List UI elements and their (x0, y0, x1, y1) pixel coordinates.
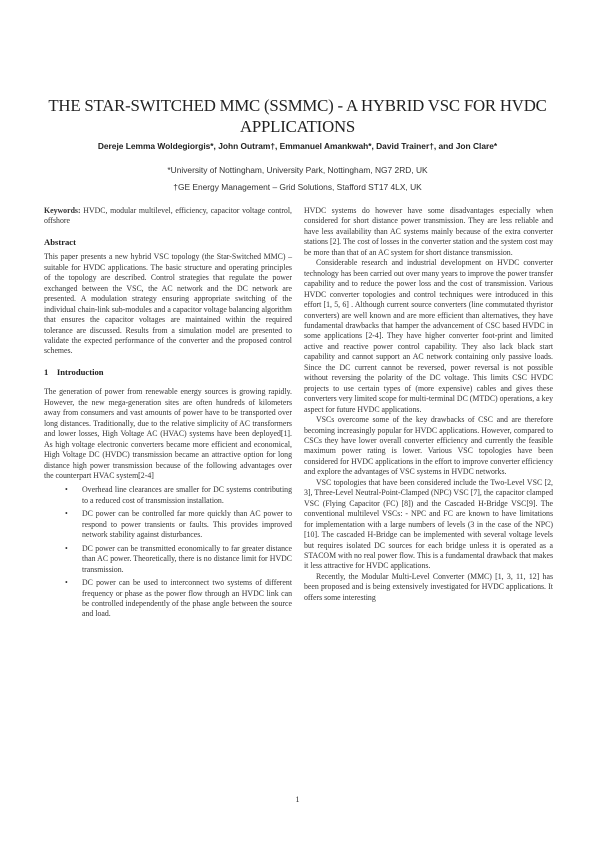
intro-paragraph-1: The generation of power from renewable energy sources is growing rapidly. However, the new mega-generation sites are often hundreds of kilometers away from consumers and vast amounts of power have to be transported over long distances. Traditionally, due to the relative simplicity of AC transformers and lower losses, High Voltage AC (HVAC) systems have been deployed[1]. As high voltage electronic converters became more efficient and economical, High Voltage DC (HVDC) transmission became an attractive option for long distance high power transmission because of the following advantages over the counterpart HVAC system[2-4] (44, 387, 292, 480)
list-item (44, 578, 292, 620)
abstract-text: This paper presents a new hybrid VSC topology (the Star-Switched MMC) – suitable for HVDC applications. The basic structure and operating principles of the topology are described. Control strategies that regulate the power exchanged between the VSC, the AC network and the DC network are presented. A modulation strategy ensuring appropriate switching of the individual chain-link sub-modules and a capacitor voltage balancing algorithm that ensures the capacitor voltages are maintained within the required tolerance are discussed. Results from a simulation model are presented to validate the expected performance of the converter and the proposed control schemes. (44, 252, 292, 356)
list-item-text: DC power can be transmitted economically to far greater distance than AC power. Theoretically, there is no distance limit for HVDC transmission. (82, 543, 292, 574)
right-paragraph-1: HVDC systems do however have some disadvantages especially when considered for short distance power transmission. They are less reliable and have less availability than AC systems mainly because of the extra converter stations [2]. The cost of losses in the converter station and the system cost may be more than that of an AC system for short distance transmission. (304, 206, 553, 257)
list-item (44, 509, 292, 540)
right-paragraph-2: Considerable research and industrial development on HVDC converter technology has been carried out over many years to improve the power transfer capability and to reduce the power loss and the cost of transmission. Various HVDC converter topologies and control techniques were introduced in this effort [1, 5, 6] . Although current source converters (line commutated thyristor converters) are well known and are more efficient than alternatives, they have fundamental drawbacks that hamper the advancement of CSC based HVDC in some applications [2-4]. They have higher converter foot-print and limited active and reactive power control capability. They also lack black start capability and cannot support an AC network containing only passive loads. Since the DC current cannot be reversed, power reversal is not possible without reversing the polarity of the DC voltage. This limits CSC HVDC projects to use certain types of (more expensive) cables and gives these converters very limited scope for multi-terminal DC (MTDC) operations, a key aspect for future HVDC applications. (304, 258, 553, 414)
left-column (44, 206, 292, 623)
keywords-paragraph (44, 206, 292, 227)
bullet-icon: • (65, 509, 68, 519)
right-paragraph-5: Recently, the Modular Multi-Level Converter (MMC) [1, 3, 11, 12] has been proposed and is being extensively investigated for HVDC applications. It offers some interesting (304, 571, 553, 602)
affiliation-nottingham: *University of Nottingham, University Park, Nottingham, NG7 2RD, UK (167, 165, 428, 175)
keywords-text: HVDC, modular multilevel, efficiency, capacitor voltage control, offshore (44, 206, 292, 226)
list-item-text: DC power can be controlled far more quickly than AC power to respond to power transients or faults. This provides improved network stability against disturbances. (82, 509, 292, 540)
advantages-list (44, 485, 292, 619)
bullet-icon: • (65, 485, 68, 495)
abstract-heading: Abstract (44, 236, 76, 247)
page-number: 1 (295, 795, 300, 804)
list-item-text: DC power can be used to interconnect two systems of different frequency or phase as the power flow through an HVDC link can be controlled independently of the phase angle between the source and load. (82, 578, 292, 619)
keywords-label: Keywords: (44, 206, 81, 215)
introduction-heading: 1 Introduction (44, 366, 104, 377)
list-item (44, 485, 292, 506)
affiliation-ge: †GE Energy Management – Grid Solutions, Stafford ST17 4LX, UK (173, 182, 422, 192)
bullet-icon: • (65, 578, 68, 588)
right-column (304, 206, 553, 603)
paper-title: THE STAR-SWITCHED MMC (SSMMC) - A HYBRID VSC FOR HVDC APPLICATIONS (48, 96, 547, 136)
bullet-icon: • (65, 543, 68, 553)
right-paragraph-3: VSCs overcome some of the key drawbacks of CSC and are therefore becoming increasingly popular for HVDC applications. However, compared to CSCs they have lower overall converter efficiency and currently the feasible maximum power rating is lower. Various VSC topologies have been considered for HVDC applications in the effort to improve converter efficiency and explore the advantages of VSC systems in HVDC networks. (304, 415, 553, 477)
list-item-text: Overhead line clearances are smaller for DC systems contributing to a reduced cost of transmission installation. (82, 485, 292, 505)
list-item (44, 544, 292, 575)
author-list: Dereje Lemma Woldegiorgis*, John Outram†, Emmanuel Amankwah*, David Trainer†, and Jon Clare* (97, 141, 498, 151)
right-paragraph-4: VSC topologies that have been considered include the Two-Level VSC [2, 3], Three-Level Neutral-Point-Clamped (NPC) VSC [7], the capacitor clamped VSC (Flying Capacitor (FC) [8]) and the Cascaded H-Bridge VSC[9]. The conventional multilevel VSCs: - NPC and FC are known to have limitations for implementation with a large numbers of levels (3 in the case of the NPC) [10]. The cascaded H-Bridge can be implemented with several voltage levels but requires isolated DC sources for each bridge unless it is operated as a STACOM with no real power flow. This is a fundamental drawback that makes it less attractive for HVDC applications. (304, 477, 553, 571)
